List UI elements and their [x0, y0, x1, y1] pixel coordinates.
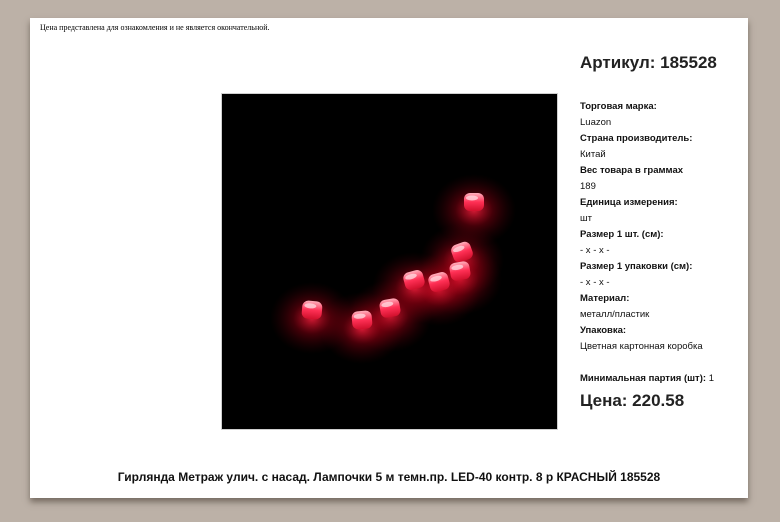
led-bulb-8: [301, 300, 322, 320]
spec-value-weight: 189: [580, 181, 596, 192]
spec-label-item-size: Размер 1 шт. (см):: [580, 229, 664, 240]
spec-value-unit: шт: [580, 213, 592, 224]
led-bulb-7: [351, 310, 372, 330]
price: Цена: 220.58: [580, 391, 685, 410]
spec-label-country: Страна производитель:: [580, 133, 693, 144]
product-photo: [221, 93, 558, 430]
article-number: Артикул: 185528: [580, 53, 717, 72]
min-batch-label: Минимальная партия (шт):: [580, 373, 707, 384]
spec-value-material: металл/пластик: [580, 309, 650, 320]
min-batch: [580, 373, 714, 384]
spec-value-brand: Luazon: [580, 117, 612, 128]
spec-value-country: Китай: [580, 149, 606, 160]
spec-value-item-size: - x - x -: [580, 245, 610, 256]
spec-list: [580, 99, 740, 355]
led-lights-image: [222, 94, 557, 429]
min-batch-value: 1: [708, 373, 714, 384]
led-bulbs: [270, 174, 516, 364]
spec-label-weight: Вес товара в граммах: [580, 165, 684, 176]
price-disclaimer: Цена представлена для ознакомления и не является окончательной.: [40, 23, 270, 32]
product-title: Гирлянда Метраж улич. с насад. Лампочки 5 м темн.пр. LED-40 контр. 8 р КРАСНЫЙ 185528: [117, 470, 661, 484]
led-bulb-1: [464, 193, 484, 211]
spec-value-packaging: Цветная картонная коробка: [580, 341, 703, 352]
product-sheet: [30, 18, 748, 498]
spec-label-brand: Торговая марка:: [580, 101, 657, 112]
spec-label-material: Материал:: [580, 293, 630, 304]
spec-label-package-size: Размер 1 упаковки (см):: [580, 261, 693, 272]
spec-label-packaging: Упаковка:: [580, 325, 627, 336]
spec-value-package-size: - x - x -: [580, 277, 610, 288]
spec-label-unit: Единица измерения:: [580, 197, 678, 208]
